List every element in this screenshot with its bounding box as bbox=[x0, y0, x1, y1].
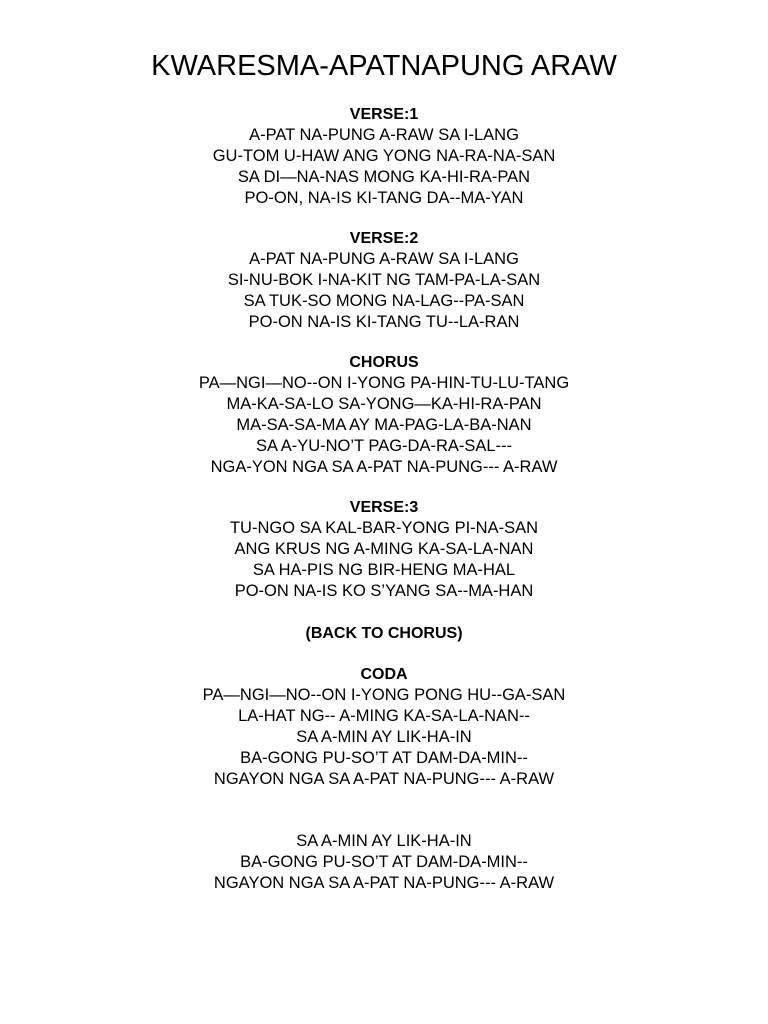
lyric-line: ANG KRUS NG A-MING KA-SA-LA-NAN bbox=[234, 540, 534, 558]
lyric-line: GU-TOM U-HAW ANG YONG NA-RA-NA-SAN bbox=[212, 147, 556, 165]
lyric-line: NGA-YON NGA SA A-PAT NA-PUNG--- A-RAW bbox=[210, 458, 558, 476]
lyric-line: PO-ON NA-IS KO S’YANG SA--MA-HAN bbox=[234, 582, 534, 600]
lyric-line: A-PAT NA-PUNG A-RAW SA I-LANG bbox=[249, 250, 519, 268]
lyric-line: MA-SA-SA-MA AY MA-PAG-LA-BA-NAN bbox=[236, 416, 532, 434]
lyric-line: BA-GONG PU-SO’T AT DAM-DA-MIN-- bbox=[240, 749, 528, 767]
lyric-line: BA-GONG PU-SO’T AT DAM-DA-MIN-- bbox=[240, 853, 528, 871]
back-to-chorus-note: (BACK TO CHORUS) bbox=[305, 625, 463, 642]
lyric-line: MA-KA-SA-LO SA-YONG—KA-HI-RA-PAN bbox=[226, 395, 542, 413]
ending bbox=[0, 831, 768, 894]
lyric-line: SA A-MIN AY LIK-HA-IN bbox=[296, 728, 472, 746]
verse-1-heading: VERSE:1 bbox=[349, 106, 419, 123]
coda bbox=[0, 664, 768, 790]
lyric-line: PO-ON, NA-IS KI-TANG DA--MA-YAN bbox=[244, 189, 524, 207]
lyric-line: SI-NU-BOK I-NA-KIT NG TAM-PA-LA-SAN bbox=[227, 271, 541, 289]
lyric-line: SA HA-PIS NG BIR-HENG MA-HAL bbox=[252, 561, 516, 579]
verse-3-heading: VERSE:3 bbox=[349, 499, 419, 516]
verse-1 bbox=[0, 104, 768, 209]
lyric-line: NGAYON NGA SA A-PAT NA-PUNG--- A-RAW bbox=[213, 770, 555, 788]
verse-2 bbox=[0, 228, 768, 333]
lyric-line: A-PAT NA-PUNG A-RAW SA I-LANG bbox=[249, 126, 519, 144]
lyric-line: TU-NGO SA KAL-BAR-YONG PI-NA-SAN bbox=[229, 519, 539, 537]
lyric-line: NGAYON NGA SA A-PAT NA-PUNG--- A-RAW bbox=[213, 874, 555, 892]
back-to-chorus bbox=[0, 623, 768, 644]
verse-2-heading: VERSE:2 bbox=[349, 230, 419, 247]
lyric-line: SA TUK-SO MONG NA-LAG--PA-SAN bbox=[243, 292, 525, 310]
chorus bbox=[0, 352, 768, 478]
lyric-line: PO-ON NA-IS KI-TANG TU--LA-RAN bbox=[248, 313, 520, 331]
lyric-line: SA A-YU-NO’T PAG-DA-RA-SAL--- bbox=[255, 437, 513, 455]
coda-heading: CODA bbox=[360, 666, 408, 683]
lyric-line: PA—NGI—NO--ON I-YONG PONG HU--GA-SAN bbox=[202, 686, 566, 704]
song-title: KWARESMA-APATNAPUNG ARAW bbox=[151, 50, 617, 82]
lyric-line: SA DI—NA-NAS MONG KA-HI-RA-PAN bbox=[237, 168, 531, 186]
lyric-line: PA—NGI—NO--ON I-YONG PA-HIN-TU-LU-TANG bbox=[198, 374, 570, 392]
chorus-heading: CHORUS bbox=[349, 354, 419, 371]
verse-3 bbox=[0, 497, 768, 602]
lyric-line: LA-HAT NG-- A-MING KA-SA-LA-NAN-- bbox=[238, 707, 530, 725]
lyric-line: SA A-MIN AY LIK-HA-IN bbox=[296, 832, 472, 850]
